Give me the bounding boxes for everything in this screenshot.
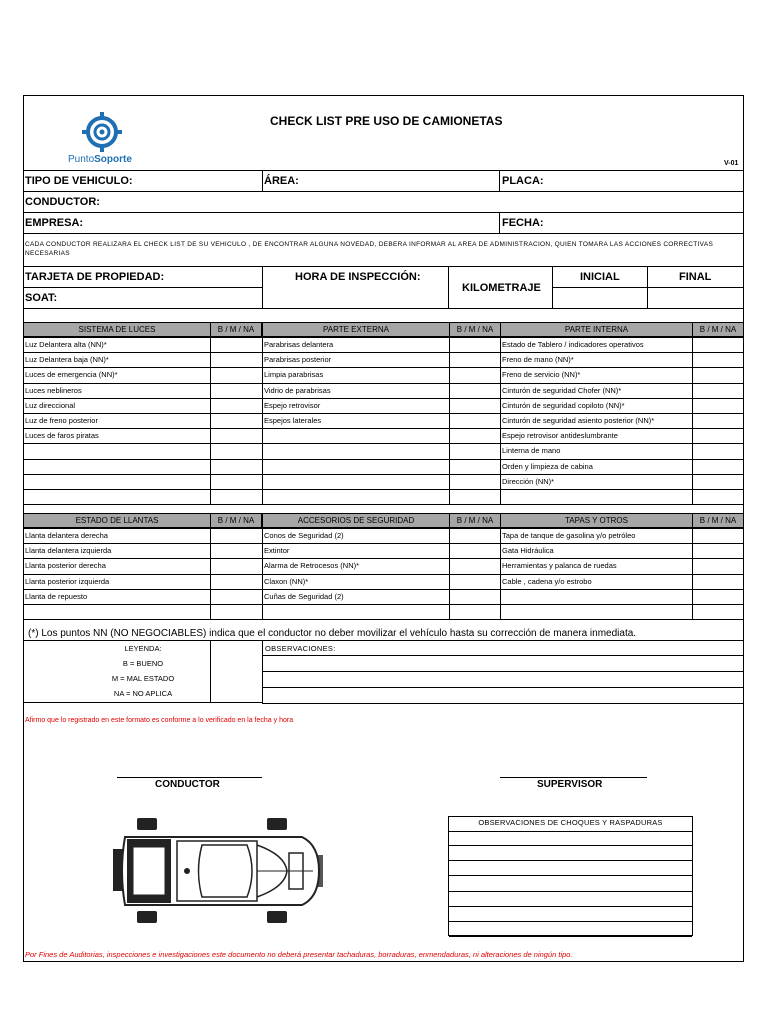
section-header: SISTEMA DE LUCES: [23, 322, 211, 337]
logo-text-soporte: Soporte: [94, 154, 132, 165]
checklist-item: Parabrisas posterior: [264, 355, 332, 365]
checklist-item: Luces neblineros: [25, 385, 82, 395]
bmna-input-cell[interactable]: [449, 558, 501, 573]
checklist-item: Espejo retrovisor: [264, 400, 321, 410]
bmna-input-cell[interactable]: [449, 367, 501, 382]
bmna-header: B / M / NA: [449, 322, 501, 337]
checklist-item: Linterna de mano: [502, 446, 561, 456]
checklist-item: Orden y limpieza de cabina: [502, 461, 593, 471]
choques-row[interactable]: [449, 922, 692, 937]
bmna-input-cell[interactable]: [449, 337, 501, 352]
bmna-input-cell[interactable]: [692, 337, 744, 352]
signature-conductor: CONDUCTOR: [155, 779, 220, 790]
choques-title: OBSERVACIONES DE CHOQUES Y RASPADURAS: [478, 818, 663, 827]
bmna-header: B / M / NA: [692, 513, 744, 528]
checklist-item: Llanta posterior izquierda: [25, 576, 110, 586]
section-header: TAPAS Y OTROS: [500, 513, 693, 528]
checklist-item: Luces de faros piratas: [25, 431, 99, 441]
bmna-input-cell[interactable]: [692, 574, 744, 589]
bmna-input-cell[interactable]: [210, 604, 262, 619]
bmna-input-cell[interactable]: [210, 574, 262, 589]
tarjeta-label: TARJETA DE PROPIEDAD:: [25, 271, 165, 283]
target-logo-icon: [62, 108, 162, 158]
choques-row[interactable]: [449, 861, 692, 876]
checklist-item: Luz Delantera baja (NN)*: [25, 355, 109, 365]
footer-note: Por Fines de Auditorias, inspecciones e investigaciones este documento no deberá presentar tachaduras, borraduras, enmendaduras, ni alteraciones de ningún tipo.: [25, 950, 573, 959]
final-label: FINAL: [679, 271, 712, 283]
empresa-label: EMPRESA:: [25, 217, 84, 229]
checklist-item: Luces de emergencia (NN)*: [25, 370, 118, 380]
bmna-input-cell[interactable]: [210, 589, 262, 604]
bmna-input-cell[interactable]: [210, 474, 262, 489]
bmna-input-cell[interactable]: [449, 543, 501, 558]
checklist-item: Dirección (NN)*: [502, 476, 555, 486]
bmna-input-cell[interactable]: [210, 383, 262, 398]
soat-label: SOAT:: [25, 292, 58, 304]
vehicle-top-view-icon: [107, 815, 329, 927]
bmna-input-cell[interactable]: [210, 528, 262, 543]
checklist-item: Estado de Tablero / indicadores operativos: [502, 340, 644, 349]
checklist-item: Freno de servicio (NN)*: [502, 370, 581, 380]
choques-row[interactable]: [449, 846, 692, 861]
bmna-input-cell[interactable]: [210, 558, 262, 573]
checklist-item: Espejos laterales: [264, 416, 322, 425]
checklist-item: Luz de freno posterior: [25, 416, 98, 425]
section-header: ACCESORIOS DE SEGURIDAD: [262, 513, 450, 528]
bmna-input-cell[interactable]: [449, 474, 501, 489]
bmna-input-cell[interactable]: [449, 589, 501, 604]
checklist-item: Vidrio de parabrisas: [264, 385, 331, 395]
bmna-input-cell[interactable]: [449, 383, 501, 398]
bmna-input-cell[interactable]: [210, 367, 262, 382]
notice-text: CADA CONDUCTOR REALIZARA EL CHECK LIST DE SU VEHICULO , DE ENCONTRAR ALGUNA NOVEDAD, DEBERA INFORMAR AL AREA DE ADMINISTRACION, QUIEN TOMARA LAS ACCIONES CORRECTIVAS NECESARIAS: [25, 241, 714, 257]
legend-m: M = MAL ESTADO: [111, 674, 175, 683]
bmna-header: B / M / NA: [692, 322, 744, 337]
checklist-item: Llanta delantera derecha: [25, 531, 108, 540]
bmna-input-cell[interactable]: [692, 443, 744, 458]
tipo-vehiculo-label: TIPO DE VEHICULO:: [25, 175, 133, 187]
checklist-item: Limpia parabrisas: [264, 370, 324, 380]
checklist-item: Llanta de repuesto: [25, 591, 88, 601]
signature-supervisor: SUPERVISOR: [537, 779, 603, 790]
checklist-item: Cable , cadena y/o estrobo: [502, 576, 592, 586]
bmna-input-cell[interactable]: [449, 428, 501, 443]
bmna-input-cell[interactable]: [449, 413, 501, 428]
bmna-input-cell[interactable]: [449, 528, 501, 543]
bmna-input-cell[interactable]: [210, 489, 262, 504]
bmna-input-cell[interactable]: [692, 604, 744, 619]
bmna-input-cell[interactable]: [210, 413, 262, 428]
bmna-input-cell[interactable]: [692, 352, 744, 367]
checklist-item: Luz direccional: [25, 400, 76, 410]
observaciones-label: OBSERVACIONES:: [265, 644, 336, 653]
checklist-item: Luz Delantera alta (NN)*: [25, 340, 107, 349]
inicial-label: INICIAL: [580, 271, 620, 283]
bmna-input-cell[interactable]: [692, 383, 744, 398]
bmna-input-cell[interactable]: [210, 443, 262, 458]
bmna-header: B / M / NA: [449, 513, 501, 528]
checklist-item: Extintor: [264, 546, 290, 556]
bmna-input-cell[interactable]: [449, 352, 501, 367]
version-label: V-01: [724, 160, 739, 167]
vehicle-diagram: [107, 815, 329, 932]
bmna-input-cell[interactable]: [210, 398, 262, 413]
checklist-item: Conos de Seguridad (2): [264, 531, 344, 540]
kilometraje-label: KILOMETRAJE: [462, 282, 541, 294]
bmna-input-cell[interactable]: [210, 352, 262, 367]
conductor-label: CONDUCTOR:: [25, 196, 100, 208]
bmna-input-cell[interactable]: [692, 589, 744, 604]
section-header: PARTE EXTERNA: [262, 322, 450, 337]
bmna-input-cell[interactable]: [692, 528, 744, 543]
logo: [62, 108, 162, 168]
bmna-input-cell[interactable]: [449, 443, 501, 458]
bmna-input-cell[interactable]: [449, 574, 501, 589]
legend-b: B = BUENO: [122, 659, 164, 668]
section-header: PARTE INTERNA: [500, 322, 693, 337]
checklist-item: Cinturón de seguridad copiloto (NN)*: [502, 400, 625, 410]
nn-note: (*) Los puntos NN (NO NEGOCIABLES) indica que el conductor no deber movilizar el vehículo hasta su corrección de manera inmediata.: [28, 628, 637, 639]
affirm-text: Afirmo que lo registrado en este formato es conforme a lo verificado en la fecha y hora: [25, 717, 294, 724]
section-header: ESTADO DE LLANTAS: [23, 513, 211, 528]
choques-row[interactable]: [449, 892, 692, 907]
bmna-input-cell[interactable]: [692, 474, 744, 489]
bmna-input-cell[interactable]: [449, 489, 501, 504]
bmna-input-cell[interactable]: [692, 367, 744, 382]
bmna-input-cell[interactable]: [210, 428, 262, 443]
bmna-input-cell[interactable]: [449, 604, 501, 619]
bmna-input-cell[interactable]: [692, 398, 744, 413]
checklist-item: Gata Hidráulica: [502, 546, 554, 556]
checklist-item: Cinturón de seguridad Chofer (NN)*: [502, 385, 622, 395]
checklist-item: Freno de mano (NN)*: [502, 355, 574, 365]
checklist-item: Cinturón de seguridad asiento posterior (NN)*: [502, 416, 655, 425]
bmna-input-cell[interactable]: [692, 543, 744, 558]
choques-row[interactable]: [449, 877, 692, 892]
placa-label: PLACA:: [502, 175, 544, 187]
choques-row[interactable]: [449, 907, 692, 922]
bmna-input-cell[interactable]: [449, 398, 501, 413]
checklist-item: Espejo retrovisor antideslumbrante: [502, 431, 618, 441]
legend-title: LEYENDA:: [124, 644, 162, 653]
bmna-input-cell[interactable]: [449, 459, 501, 474]
checklist-item: Parabrisas delantera: [264, 340, 334, 349]
bmna-input-cell[interactable]: [210, 543, 262, 558]
checklist-item: Alarma de Retrocesos (NN)*: [264, 561, 360, 571]
choques-row[interactable]: [449, 831, 692, 846]
bmna-input-cell[interactable]: [692, 558, 744, 573]
checklist-item: Claxon (NN)*: [264, 576, 309, 586]
bmna-input-cell[interactable]: [692, 413, 744, 428]
checklist-item: Herramientas y palanca de ruedas: [502, 561, 617, 571]
bmna-input-cell[interactable]: [692, 459, 744, 474]
fecha-label: FECHA:: [502, 217, 544, 229]
hora-label: HORA DE INSPECCIÓN:: [295, 271, 421, 283]
area-label: ÁREA:: [264, 175, 299, 187]
bmna-header: B / M / NA: [210, 322, 262, 337]
page-title: CHECK LIST PRE USO DE CAMIONETAS: [270, 114, 503, 128]
legend-na: NA = NO APLICA: [113, 689, 173, 698]
bmna-input-cell[interactable]: [210, 337, 262, 352]
checklist-item: Llanta delantera izquierda: [25, 546, 112, 556]
bmna-input-cell[interactable]: [210, 459, 262, 474]
logo-text-punto: Punto: [68, 154, 95, 165]
choques-table: [448, 816, 693, 936]
checklist-item: Llanta posterior derecha: [25, 561, 106, 571]
checklist-item: Cuñas de Seguridad (2): [264, 591, 344, 601]
bmna-input-cell[interactable]: [692, 489, 744, 504]
checklist-item: Tapa de tanque de gasolina y/o petróleo: [502, 531, 636, 540]
bmna-header: B / M / NA: [210, 513, 262, 528]
bmna-input-cell[interactable]: [692, 428, 744, 443]
